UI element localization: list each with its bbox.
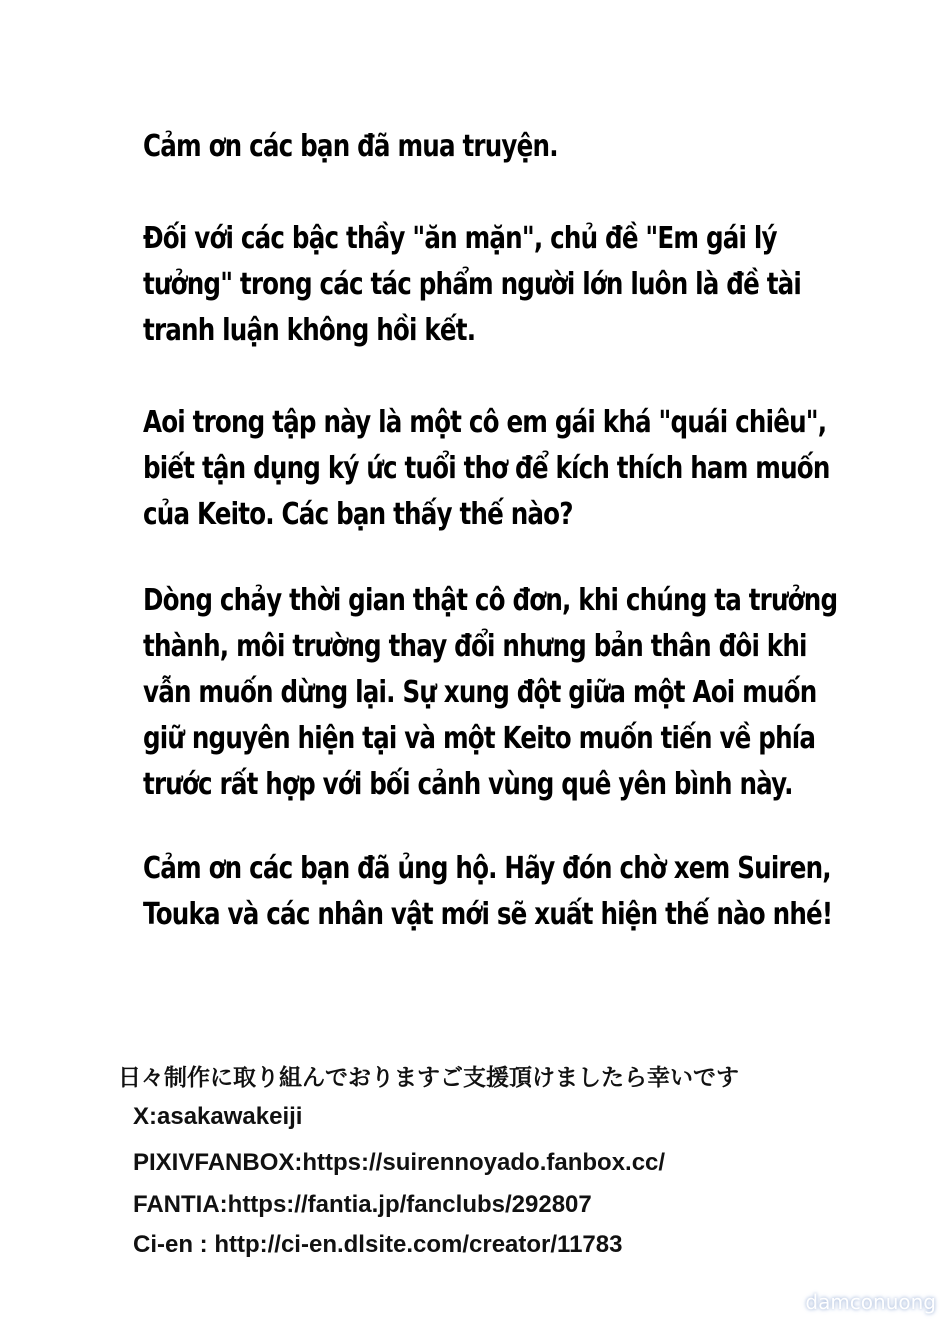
cien-link: Ci-en : http://ci-en.dlsite.com/creator/11783 xyxy=(133,1231,623,1258)
message-p1 xyxy=(143,124,865,170)
text-line: biết tận dụng ký ức tuổi thơ để kích thích ham muốn xyxy=(143,451,830,486)
text-line: vẫn muốn dừng lại. Sự xung đột giữa một Aoi muốn xyxy=(143,675,817,710)
message-p4 xyxy=(143,578,865,808)
x-handle: X:asakawakeiji xyxy=(133,1103,303,1130)
text-line: của Keito. Các bạn thấy thế nào? xyxy=(143,497,573,532)
watermark: damconuong xyxy=(805,1290,936,1314)
text-line: giữ nguyên hiện tại và một Keito muốn tiến về phía xyxy=(143,721,816,756)
text-line: Dòng chảy thời gian thật cô đơn, khi chúng ta trưởng xyxy=(143,583,838,618)
text-line: Aoi trong tập này là một cô em gái khá "quái chiêu", xyxy=(143,405,827,440)
text-line: Cảm ơn các bạn đã mua truyện. xyxy=(143,129,558,164)
text-line: Cảm ơn các bạn đã ủng hộ. Hãy đón chờ xem Suiren, xyxy=(143,851,831,886)
message-p5 xyxy=(143,846,865,938)
text-line: Touka và các nhân vật mới sẽ xuất hiện thế nào nhé! xyxy=(143,897,833,932)
message-p3 xyxy=(143,400,865,538)
text-line: trước rất hợp với bối cảnh vùng quê yên bình này. xyxy=(143,767,793,802)
text-line: thành, môi trường thay đổi nhưng bản thân đôi khi xyxy=(143,629,807,664)
support-message-japanese: 日々制作に取り組んでおりますご支援頂けましたら幸いです xyxy=(118,1064,739,1090)
message-p2 xyxy=(143,216,865,354)
text-line: Đối với các bậc thầy "ăn mặn", chủ đề "Em gái lý xyxy=(143,221,777,256)
text-line: tranh luận không hồi kết. xyxy=(143,313,476,348)
text-line: tưởng" trong các tác phẩm người lớn luôn là đề tài xyxy=(143,267,802,302)
fantia-link: FANTIA:https://fantia.jp/fanclubs/292807 xyxy=(133,1191,592,1218)
fanbox-link: PIXIVFANBOX:https://suirennoyado.fanbox.cc/ xyxy=(133,1149,666,1176)
